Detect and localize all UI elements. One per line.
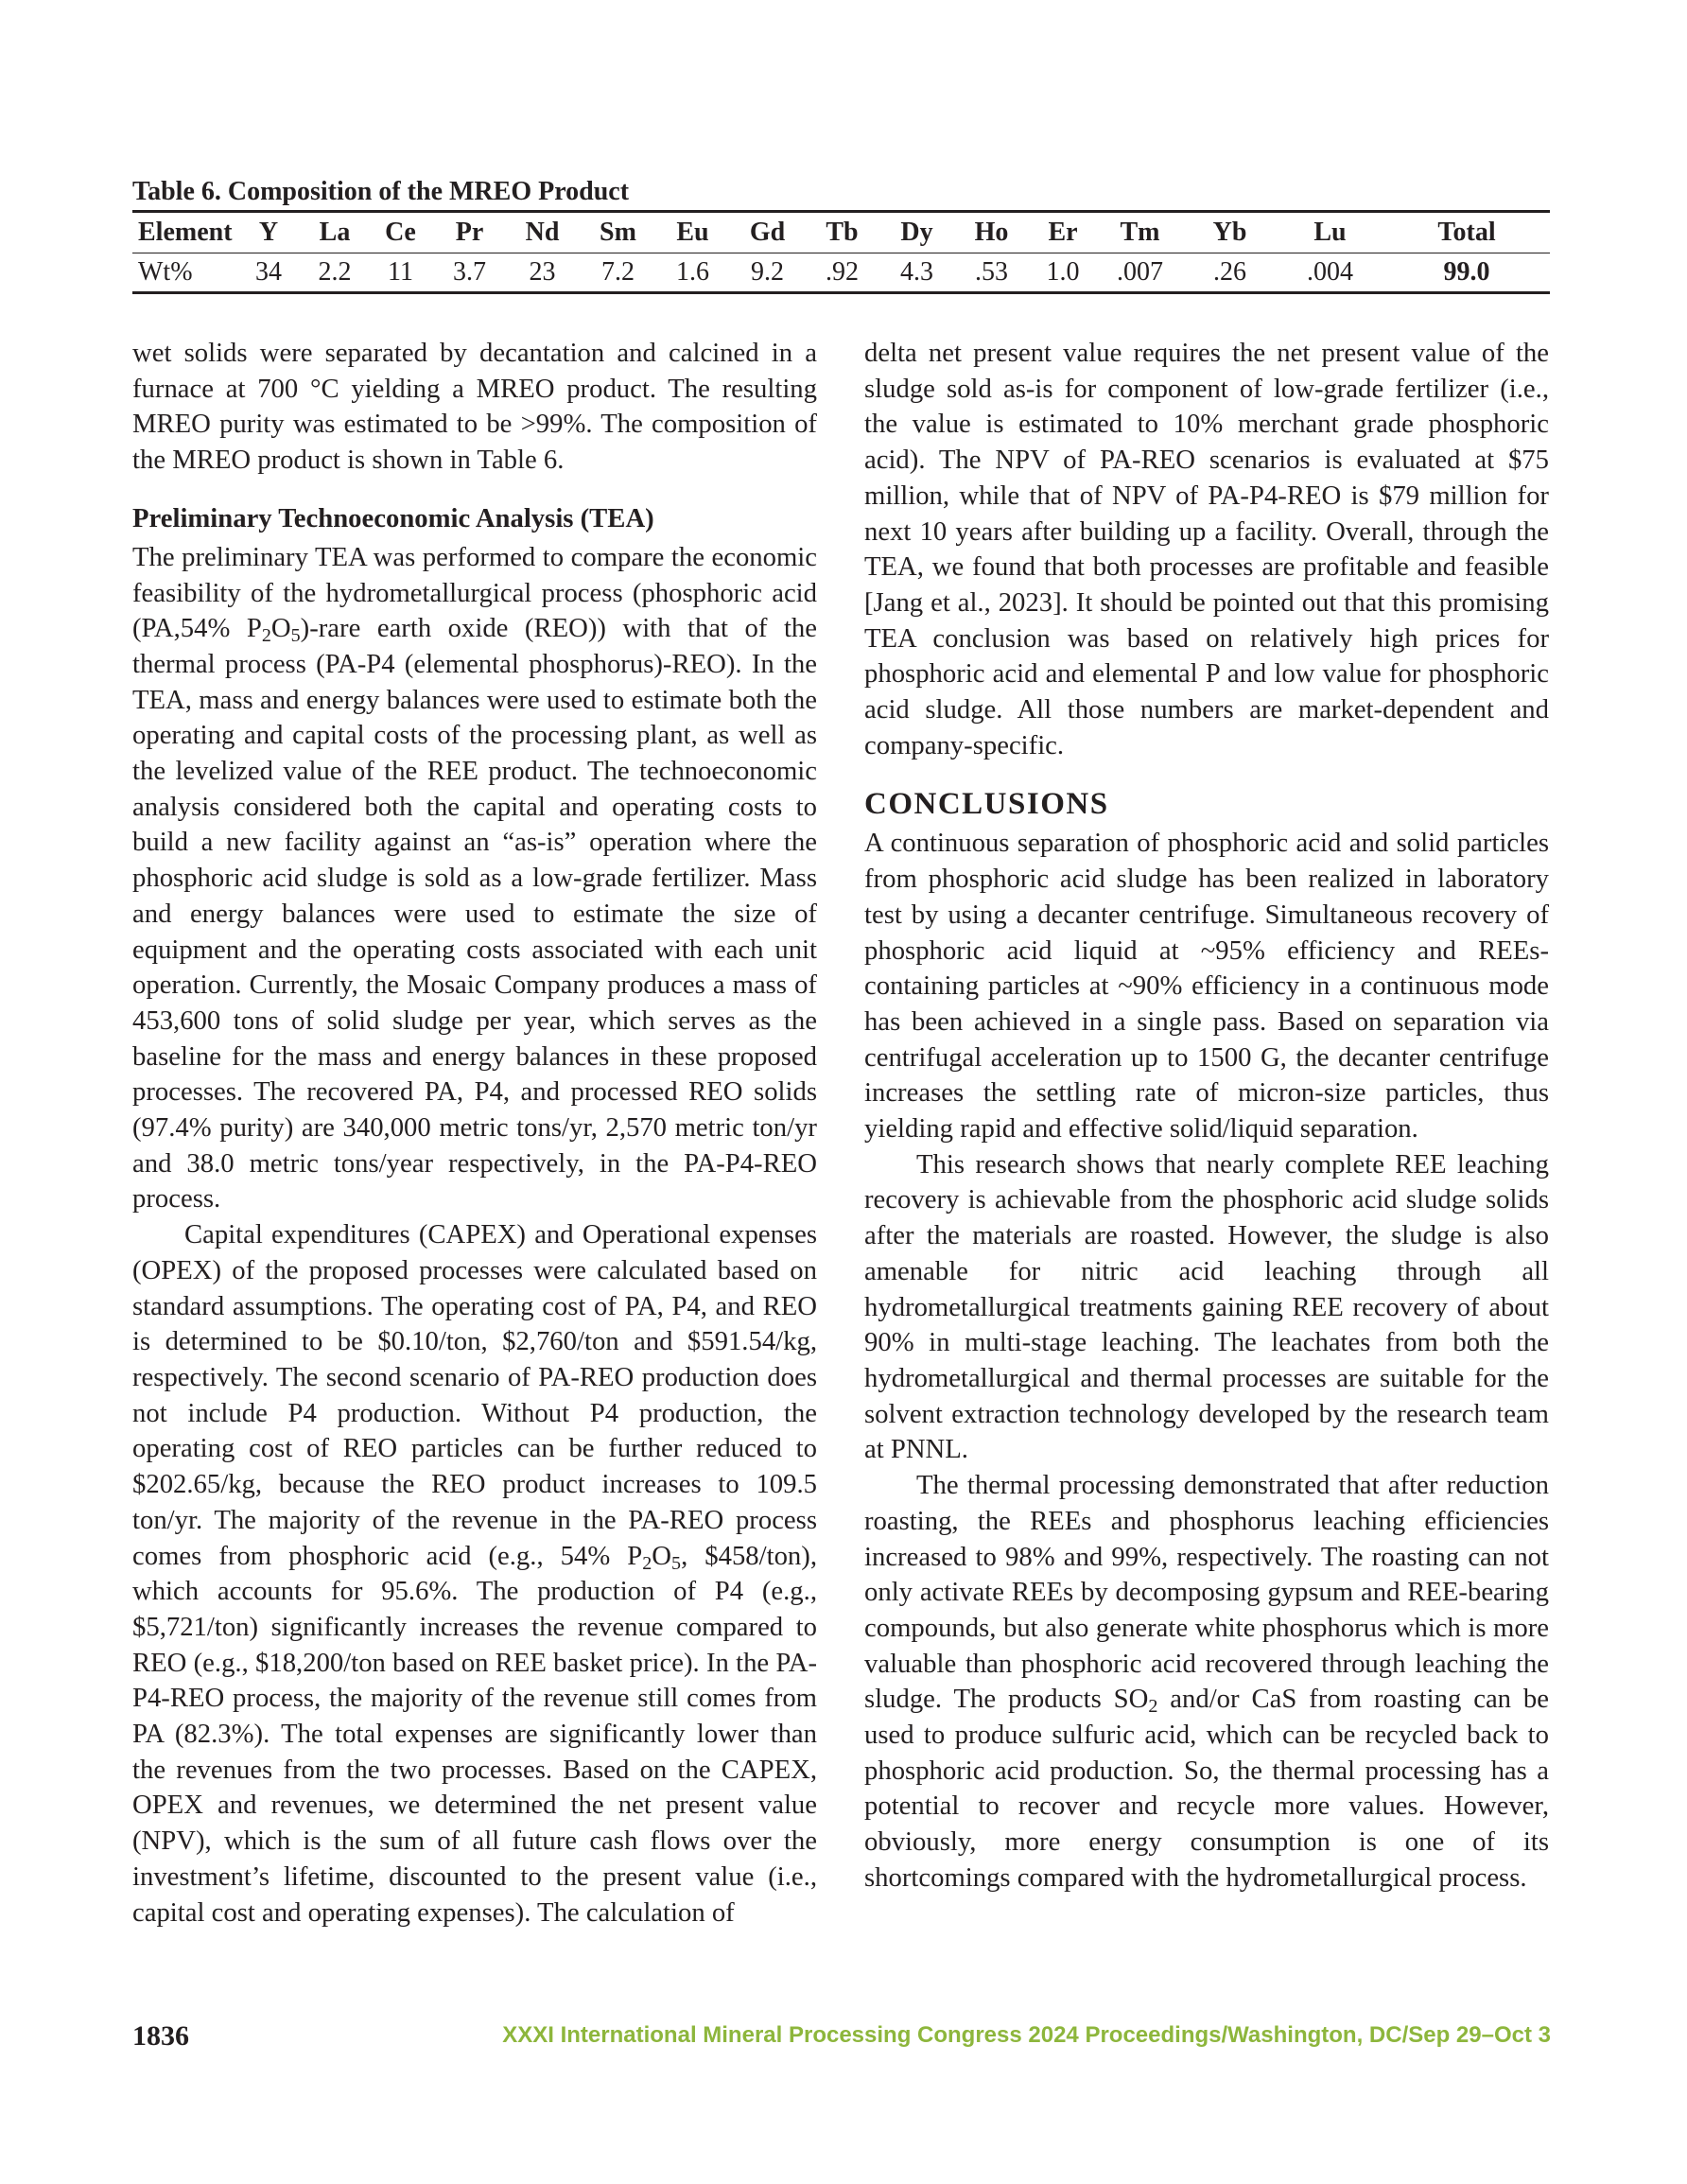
composition-table-block	[132, 177, 1550, 294]
table-header-cell: Lu	[1277, 212, 1383, 253]
text-run: Capital expenditures (CAPEX) and Operational expenses (OPEX) of the proposed processes were calculated based on standard assumptions. The operating cost of PA, P4, and REO is determined to be $0.10/ton, $2,760/ton and $591.54/kg, respectively. The second scenario of PA-REO production does not include P4 production. Without P4 production, the operating cost of REO particles can be further reduced to $202.65/kg, because the REO product increases to 109.5 ton/yr. The majority of the revenue in the PA-REO process comes from phosphoric acid (e.g., 54% P	[132, 1219, 817, 1571]
table-cell: 7.2	[581, 253, 655, 293]
text-run: O	[652, 1540, 672, 1571]
table-cell: 9.2	[730, 253, 805, 293]
body-paragraph: A continuous separation of phosphoric acid and solid particles from phosphoric acid sludge has been realized in laboratory test by using a decanter centrifuge. Simultaneous recovery of phosphoric acid liquid at ~95% efficiency and REEs-containing particles at ~90% efficiency in a continuous mode has been achieved in a single pass. Based on separation via centrifugal acceleration up to 1500 G, the decanter centrifuge increases the settling rate of micron-size particles, thus yielding rapid and effective solid/liquid separation.	[864, 828, 1549, 1144]
text-run: O	[270, 613, 291, 644]
running-footer: XXXI International Mineral Processing Congress 2024 Proceedings/Washington, DC/Sep 29–Oct 3	[502, 2022, 1551, 2048]
subscript: 2	[1148, 1696, 1158, 1718]
table-header-cell: Yb	[1183, 212, 1277, 253]
subscript: 5	[290, 625, 301, 647]
body-paragraph: delta net present value requires the net present value of the sludge sold as-is for component of low-grade fertilizer (i.e., the value is estimated to 10% merchant grade phosphoric acid). The NPV of PA-REO scenarios is evaluated at $75 million, while that of NPV of PA-P4-REO is $79 million for next 10 years after building up a facility. Overall, through the TEA, we found that both processes are profitable and feasible [Jang et al., 2023]. It should be pointed out that this promising TEA conclusion was based on relatively high prices for phosphoric acid and elemental P and low value for phosphoric acid sludge. All those numbers are market-dependent and company-specific.	[864, 338, 1549, 760]
body-paragraph: This research shows that nearly complete REE leaching recovery is achievable from the phosphoric acid sludge solids after the materials are roasted. However, the sludge is also amenable for nitric acid leaching through all hydrometallurgical treatments gaining REE recovery of about 90% in multi-stage leaching. The leachates from both the hydrometallurgical and thermal processes are suitable for the solvent extraction technology developed by the research team at PNNL.	[864, 1148, 1549, 1465]
table-cell: 1.0	[1029, 253, 1097, 293]
left-column	[132, 336, 817, 1931]
table-header-cell: Er	[1029, 212, 1097, 253]
table-cell: 3.7	[435, 253, 504, 293]
table-cell: 23	[504, 253, 581, 293]
table-header-cell: Tb	[805, 212, 879, 253]
body-paragraph	[132, 540, 817, 1217]
table-header-cell: Dy	[879, 212, 954, 253]
table-cell: 1.6	[655, 253, 730, 293]
table-header-cell: Tm	[1097, 212, 1183, 253]
subscript: 2	[642, 1552, 652, 1574]
table-cell: 4.3	[879, 253, 954, 293]
table-caption: Table 6. Composition of the MREO Product	[132, 177, 630, 206]
table-header-cell: Sm	[581, 212, 655, 253]
table-header-cell: Ho	[954, 212, 1029, 253]
table-header-cell: Gd	[730, 212, 805, 253]
table-cell: 34	[234, 253, 304, 293]
table-cell: Wt%	[132, 253, 234, 293]
text-run: , $458/ton), which accounts for 95.6%. The production of P4 (e.g., $5,721/ton) significantly increases the revenue compared to REO (e.g., $18,200/ton based on REE basket price). In the PA-P4-REO process, the majority of the revenue still comes from PA (82.3%). The total expenses are significantly lower than the revenues from the two processes. Based on the CAPEX, OPEX and revenues, we determined the net present value (NPV), which is the sum of all future cash flows over the investment’s lifetime, discounted to the present value (i.e., capital cost and operating expenses). The calculation of	[132, 1540, 818, 1928]
table-cell: 11	[366, 253, 435, 293]
subscript: 2	[261, 625, 271, 647]
table-cell: .53	[954, 253, 1029, 293]
table-row	[132, 253, 1550, 293]
table-header-cell: Element	[132, 212, 234, 253]
page-number: 1836	[132, 2020, 189, 2052]
table-header-cell: Pr	[435, 212, 504, 253]
text-run: )-rare earth oxide (REO)) with that of the thermal process (PA-P4 (elemental phosphorus)-REO). In the TEA, mass and energy balances were used to estimate both the operating and capital costs of the processing plant, as well as the levelized value of the REE product. The technoeconomic analysis considered both the capital and operating costs to build a new facility against an “as-is” operation where the phosphoric acid sludge is sold as a low-grade fertilizer. Mass and energy balances were used to estimate the size of equipment and the operating costs associated with each unit operation. Currently, the Mosaic Company produces a mass of 453,600 tons of solid sludge per year, which serves as the baseline for the mass and energy balances in these proposed processes. The recovered PA, P4, and processed REO solids (97.4% purity) are 340,000 metric tons/yr, 2,570 metric ton/yr and 38.0 metric tons/year respectively, in the PA-P4-REO process.	[132, 613, 817, 1214]
table-header-cell: Eu	[655, 212, 730, 253]
table-cell: 2.2	[304, 253, 366, 293]
section-heading-tea: Preliminary Technoeconomic Analysis (TEA)	[132, 502, 654, 533]
table-header-cell: Nd	[504, 212, 581, 253]
text-run: The thermal processing demonstrated that after reduction roasting, the REEs and phosphorus leaching efficiencies increased to 98% and 99%, respectively. The roasting can not only activate REEs by decomposing gypsum and REE-bearing compounds, but also generate white phosphorus which is more valuable than phosphoric acid recovered through leaching the sludge. The products SO	[864, 1470, 1549, 1715]
table-cell: .007	[1097, 253, 1183, 293]
table-cell: .004	[1277, 253, 1383, 293]
table-header-cell: Y	[234, 212, 304, 253]
table-cell: .26	[1183, 253, 1277, 293]
text-run: The preliminary TEA was performed to compare the economic feasibility of the hydrometallurgical process (phosphoric acid (PA,54% P	[132, 541, 817, 644]
text-run: and/or CaS from roasting can be used to produce sulfuric acid, which can be recycled back to phosphoric acid production. So, the thermal processing has a potential to recover and recycle more values. However, obviously, more energy consumption is one of its shortcomings compared with the hydrometallurgical process.	[864, 1684, 1549, 1893]
body-paragraph	[132, 1217, 817, 1931]
body-paragraph	[864, 1468, 1549, 1896]
section-heading-conclusions: CONCLUSIONS	[864, 787, 1109, 822]
table-header-cell: Total	[1383, 212, 1550, 253]
table-header-cell: Ce	[366, 212, 435, 253]
table-header-cell: La	[304, 212, 366, 253]
body-paragraph: wet solids were separated by decantation and calcined in a furnace at 700 °C yielding a MREO product. The resulting MREO purity was estimated to be >99%. The composition of the MREO product is shown in Table 6.	[132, 338, 817, 476]
table-cell: .92	[805, 253, 879, 293]
composition-table	[132, 210, 1550, 294]
right-column	[864, 336, 1549, 1896]
table-header-row	[132, 212, 1550, 253]
table-cell-total: 99.0	[1383, 253, 1550, 293]
subscript: 5	[671, 1552, 682, 1574]
